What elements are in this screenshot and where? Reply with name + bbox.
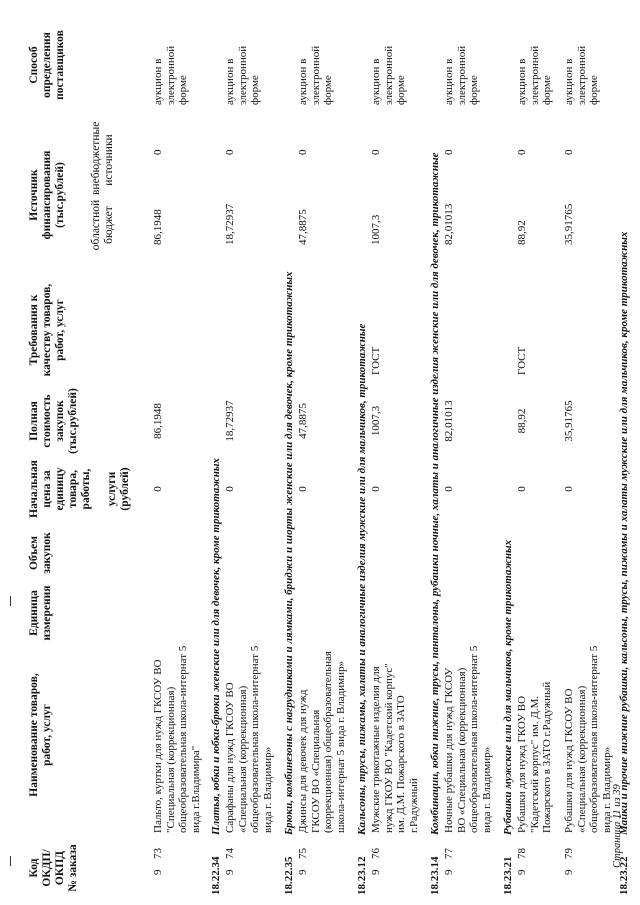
row-74-extra: 0 <box>224 149 236 155</box>
header-code: Код ОКДП/ ОКПД № заказа <box>28 844 79 892</box>
header-funding-extra: внебюджетные источники <box>90 121 115 195</box>
section-18-23-22-code: 18.23.22 <box>618 856 630 895</box>
row-76-extra: 0 <box>370 149 382 155</box>
row-74-method: аукцион в электронной форме <box>224 45 261 105</box>
row-73-total: 86,1948 <box>152 403 164 439</box>
row-76-price: 0 <box>370 486 382 492</box>
row-78-regional: 88,92 <box>516 220 528 245</box>
row-79-name: Рубашки для нужд ГКСОУ ВО «Специальная (коррекционная) общеобразовательная школа-интернат 5 вида г. Владимир» <box>563 645 613 833</box>
row-76-method: аукцион в электронной форме <box>370 45 407 105</box>
row-77-price: 0 <box>443 486 455 492</box>
row-77-regional: 82,01013 <box>443 203 455 245</box>
section-18-23-22-title: Майки и прочие нижние рубашки, кальсоны, трусы, пижамы и халаты мужские или для мальчиков, кроме трикотажных <box>618 231 630 835</box>
row-78-quality: ГОСТ <box>516 346 528 375</box>
header-unit: Единица измерения <box>28 585 53 641</box>
section-18-22-35-code: 18.22.35 <box>283 856 295 895</box>
row-78-total: 88,92 <box>516 408 528 434</box>
section-18-23-21-code: 18.23.21 <box>502 856 514 895</box>
row-77-order: 77 <box>443 848 455 859</box>
row-75-extra: 0 <box>297 149 309 155</box>
row-74-total: 18,72937 <box>224 400 236 442</box>
header-name: Наименование товаров, работ, услуг <box>28 673 53 797</box>
row-76-quality: ГОСТ <box>370 346 382 375</box>
row-75-total: 47,8875 <box>297 403 309 439</box>
row-78-extra: 0 <box>516 149 528 155</box>
row-75-name: Джинсы для девочек для нужд ГКСОУ ВО «Специальная (коррекционная) общеобразовательная школа-интернат 5 вида г. Владимир» <box>297 651 347 833</box>
row-74-price: 0 <box>224 486 236 492</box>
row-78-method: аукцион в электронной форме <box>516 45 553 105</box>
header-price: Начальная цена за единицу товара, работы, услуги (рублей) <box>28 460 131 518</box>
header-funding: Источник финансирования (тыс.рублей) <box>28 150 66 240</box>
row-74-num: 9 <box>224 869 236 875</box>
row-79-extra: 0 <box>563 149 575 155</box>
row-74-regional: 18,72937 <box>224 203 236 245</box>
section-18-22-34-title: Платья, юбки и юбки-брюки женские или для девочек, кроме трикотажных <box>210 458 222 835</box>
row-73-num: 9 <box>152 869 164 875</box>
section-18-22-34-code: 18.22.34 <box>210 856 222 895</box>
row-76-num: 9 <box>370 869 382 875</box>
row-79-regional: 35,91765 <box>563 203 575 245</box>
row-75-num: 9 <box>297 869 309 875</box>
section-18-23-12-code: 18.23.12 <box>356 856 368 895</box>
header-funding-regional: областной бюджет <box>90 199 115 251</box>
header-quality: Требования к качеству товаров, работ, услуг <box>28 283 66 377</box>
header-total: Полная стоимость закупок (тыс.рублей) <box>28 388 79 454</box>
row-77-num: 9 <box>443 869 455 875</box>
row-77-method: аукцион в электронной форме <box>443 45 480 105</box>
row-75-regional: 47,8875 <box>297 209 309 245</box>
row-77-name: Ночные рубашки для нужд ГКСОУ ВО «Специальная (коррекционная) общеобразовательная школа-интернат 5 вида г. Владимир» <box>443 645 493 833</box>
row-73-price: 0 <box>152 486 164 492</box>
row-76-regional: 1007,3 <box>370 214 382 245</box>
row-76-order: 76 <box>370 848 382 859</box>
row-75-method: аукцион в электронной форме <box>297 45 334 105</box>
row-77-extra: 0 <box>443 149 455 155</box>
row-79-price: 0 <box>563 486 575 492</box>
row-79-method: аукцион в электронной форме <box>563 45 600 105</box>
row-78-order: 78 <box>516 848 528 859</box>
row-73-name: Пальто, куртки для нужд ГКСОУ ВО "Специальная (коррекционная) общеобразовательная школа-интернат 5 вида г.Владимира" <box>152 645 202 833</box>
row-79-total: 35,91765 <box>563 400 575 442</box>
page-number: Страница 11 из 39 <box>612 784 623 868</box>
row-75-order: 75 <box>297 848 309 859</box>
section-18-22-35-title: Брюки, комбинезоны с нагрудниками и лямками, бриджи и шорты женские или для девочек, кроме трикотажных <box>283 271 295 835</box>
row-77-total: 82,01013 <box>443 400 455 442</box>
row-73-extra: 0 <box>152 149 164 155</box>
row-74-order: 74 <box>224 848 236 859</box>
margin-tick-bottom <box>10 856 11 866</box>
section-18-23-21-title: Рубашки мужские или для мальчиков, кроме трикотажных <box>502 539 514 835</box>
row-79-order: 79 <box>563 848 575 859</box>
header-volume: Объем закупок <box>28 532 53 574</box>
row-76-name: Мужские трикотажные изделия для нужд ГКОУ ВО "Кадетский корпус" им. Д.М. Пожарского в ЗАТО г.Радужный <box>370 663 420 833</box>
section-18-23-12-title: Кальсоны, трусы, пижамы, халаты и аналогичные изделия мужские или для мальчиков, трикотажные <box>356 323 368 835</box>
row-74-name: Сарафаны для нужд ГКСОУ ВО «Специальная (коррекционная) общеобразовательная школа-интернат 5 вида г. Владимир» <box>224 645 274 833</box>
row-79-num: 9 <box>563 869 575 875</box>
row-78-price: 0 <box>516 486 528 492</box>
row-78-name: Рубашки для нужд ГКОУ ВО "Кадетский корпус" им. Д.М. Пожарского в ЗАТО г.Радужный <box>516 681 553 833</box>
row-73-order: 73 <box>152 848 164 859</box>
section-18-23-14-title: Комбинации, юбки нижние, трусы, панталоны, рубашки ночные, халаты и аналогичные изделия женские или для девочек, трикотажные <box>429 152 441 835</box>
row-78-num: 9 <box>516 869 528 875</box>
row-73-regional: 86,1948 <box>152 209 164 245</box>
row-76-total: 1007,3 <box>370 405 382 437</box>
section-18-23-14-code: 18.23.14 <box>429 856 441 895</box>
row-75-price: 0 <box>297 486 309 492</box>
margin-tick-top <box>10 596 11 606</box>
header-method: Способ определения поставщиков <box>28 30 66 100</box>
row-73-method: аукцион в электронной форме <box>152 45 189 105</box>
